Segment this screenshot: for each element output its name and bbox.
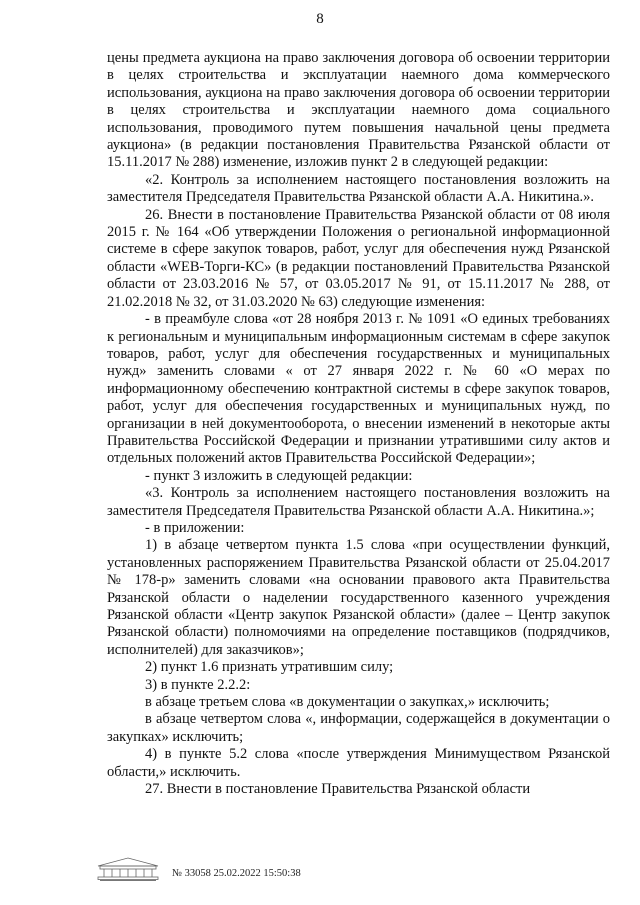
paragraph: - пункт 3 изложить в следующей редакции: (145, 467, 413, 484)
paragraph: 27. Внести в постановление Правительства Рязанской области (145, 781, 531, 798)
document-body (107, 50, 610, 798)
paragraph: 4) в пункте 5.2 слова «после утверждения Минимуществом Рязанской области,» исключить. (107, 746, 610, 780)
paragraph: цены предмета аукциона на право заключения договора об освоении территории в целях строительства и эксплуатации наемного дома коммерческого использования, аукциона на право заключения договора об освоении территории в целях строительства и эксплуатации наемного дома социального использования, проводимого путем повышения начальной цены предмета аукциона» (в редакции постановления Правительства Рязанской области от 15.11.2017 № 288) изменение, изложив пункт 2 в следующей редакции: (107, 50, 610, 171)
paragraph: в абзаце четвертом слова «, информации, содержащейся в документации о закупках» исключить; (107, 711, 610, 745)
paragraph: - в приложении: (145, 519, 245, 536)
document-footer (92, 850, 492, 890)
paragraph: 3) в пункте 2.2.2: (145, 676, 251, 693)
government-building-logo-icon (92, 852, 164, 882)
paragraph: - в преамбуле слова «от 28 ноября 2013 г. № 1091 «О единых требованиях к региональным и муниципальным информационным системам в сфере закупок товаров, работ, услуг для обеспечения государственных и муниципальных нужд» заменить словами « от 27 января 2022 г. № 60 «О мерах по информационному обеспечению контрактной системы в сфере закупок товаров, работ, услуг для обеспечения государственных и муниципальных нужд, по организации в ней документооборота, о внесении изменений в некоторые акты Правительства Российской Федерации и признании утратившими силу актов и отдельных положений актов Правительства Российской Федерации»; (107, 311, 610, 467)
page-number: 8 (316, 11, 324, 27)
paragraph: 26. Внести в постановление Правительства Рязанской области от 08 июля 2015 г. № 164 «Об утверждении Положения о региональной информационной системе в сфере закупок товаров, работ, услуг для обеспечения нужд Рязанской области «WEB-Торги-КС» (в редакции постановлений Правительства Рязанской области от 23.03.2016 № 57, от 03.05.2017 № 91, от 15.11.2017 № 288, от 21.02.2018 № 32, от 31.03.2020 № 63) следующие изменения: (107, 206, 610, 310)
paragraph: «2. Контроль за исполнением настоящего постановления возложить на заместителя Председателя Правительства Рязанской области А.А. Никитина.». (107, 171, 610, 206)
document-registration-number: № 33058 25.02.2022 15:50:38 (172, 868, 301, 879)
paragraph: в абзаце третьем слова «в документации о закупках,» исключить; (145, 694, 550, 711)
paragraph: 2) пункт 1.6 признать утратившим силу; (145, 659, 394, 676)
paragraph: 1) в абзаце четвертом пункта 1.5 слова «при осуществлении функций, установленных распоряжением Правительства Рязанской области от 25.04.2017 № 178-р» заменить словами «на основании правового акта Правительства Рязанской области о наделении государственного казенного учреждения Рязанской области «Центр закупок Рязанской области» (далее – Центр закупок Рязанской области) полномочиями на определение поставщиков (подрядчиков, исполнителей) для заказчиков»; (107, 537, 610, 658)
paragraph: «3. Контроль за исполнением настоящего постановления возложить на заместителя Председателя Правительства Рязанской области А.А. Никитина.»; (107, 485, 610, 519)
